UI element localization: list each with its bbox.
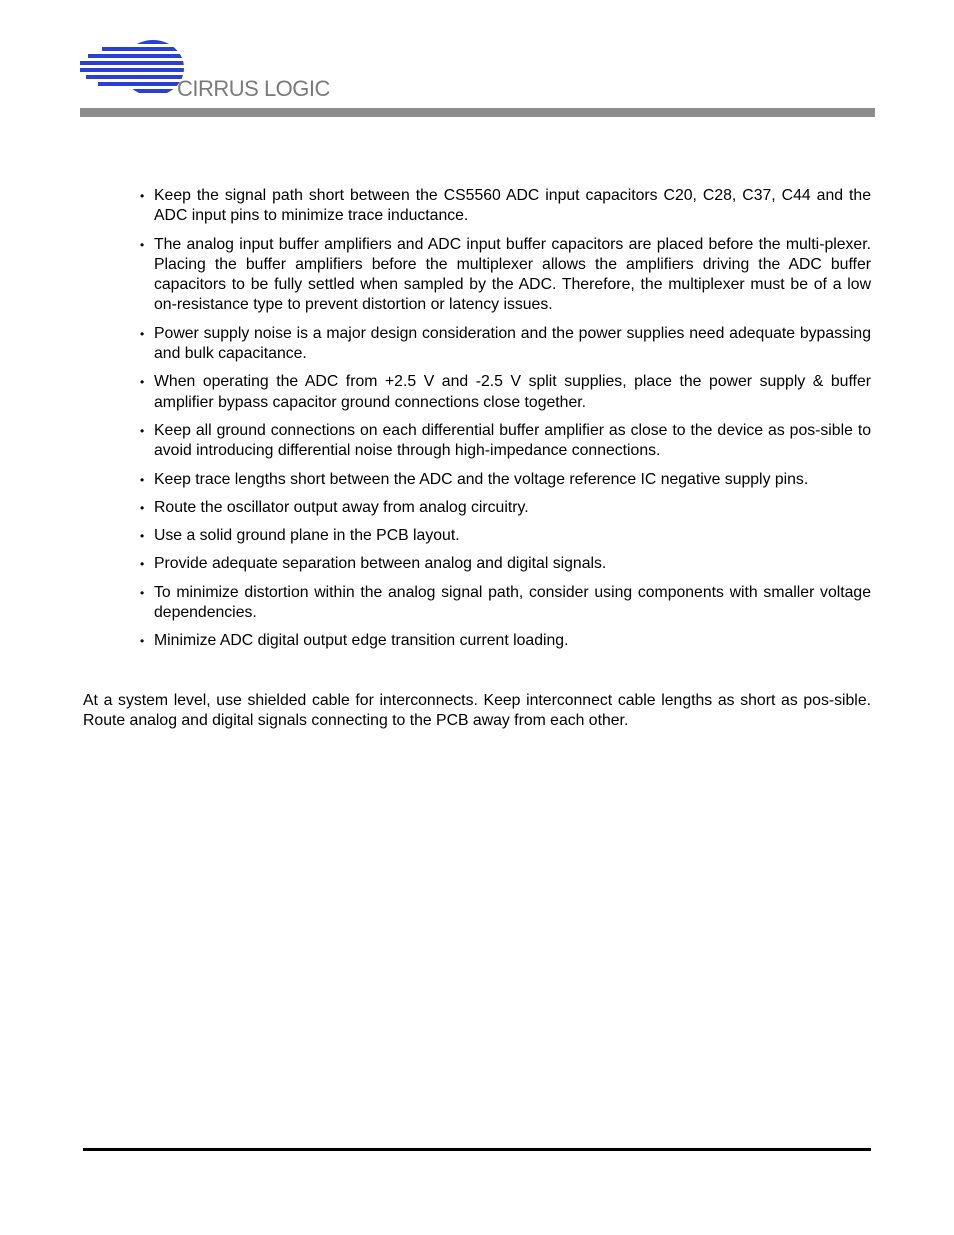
list-item: • The analog input buffer amplifiers and ADC input buffer capacitors are placed before the multi-plexer. Placing the buffer amplifiers before the multiplexer allows the amplifiers driving the ADC buffer capacitors to be fully settled when sampled by the ADC. Therefore, the multiplexer must be of a low on-resistance type to prevent distortion or latency issues. (140, 235, 871, 316)
list-item: • Keep the signal path short between the CS5560 ADC input capacitors C20, C28, C37, C44 and the ADC input pins to minimize trace inductance. (140, 186, 871, 227)
list-item: • Minimize ADC digital output edge transition current loading. (140, 631, 871, 651)
guideline-bullet-list (140, 186, 871, 652)
list-item: • Power supply noise is a major design consideration and the power supplies need adequate bypassing and bulk capacitance. (140, 324, 871, 365)
list-item: • To minimize distortion within the analog signal path, consider using components with smaller voltage dependencies. (140, 583, 871, 624)
list-item: • Provide adequate separation between analog and digital signals. (140, 554, 871, 574)
system-level-paragraph: At a system level, use shielded cable for interconnects. Keep interconnect cable lengths as short as pos-sible. Route analog and digital signals connecting to the PCB away from each other. (83, 692, 871, 730)
logo-wordmark: CIRRUS LOGIC (177, 76, 330, 101)
list-item: • Route the oscillator output away from analog circuitry. (140, 498, 871, 518)
header-divider-bar (80, 108, 875, 117)
footer-divider (83, 1148, 871, 1151)
cirrus-logic-logo (80, 38, 360, 102)
list-item: • Keep trace lengths short between the ADC and the voltage reference IC negative supply pins. (140, 470, 871, 490)
list-item: • Use a solid ground plane in the PCB layout. (140, 526, 871, 546)
list-item: • Keep all ground connections on each differential buffer amplifier as close to the device as pos-sible to avoid introducing differential noise through high-impedance connections. (140, 421, 871, 462)
list-item: • When operating the ADC from +2.5 V and -2.5 V split supplies, place the power supply & buffer amplifier bypass capacitor ground connections close together. (140, 372, 871, 413)
cirrus-logic-logo-graphic (80, 38, 360, 102)
